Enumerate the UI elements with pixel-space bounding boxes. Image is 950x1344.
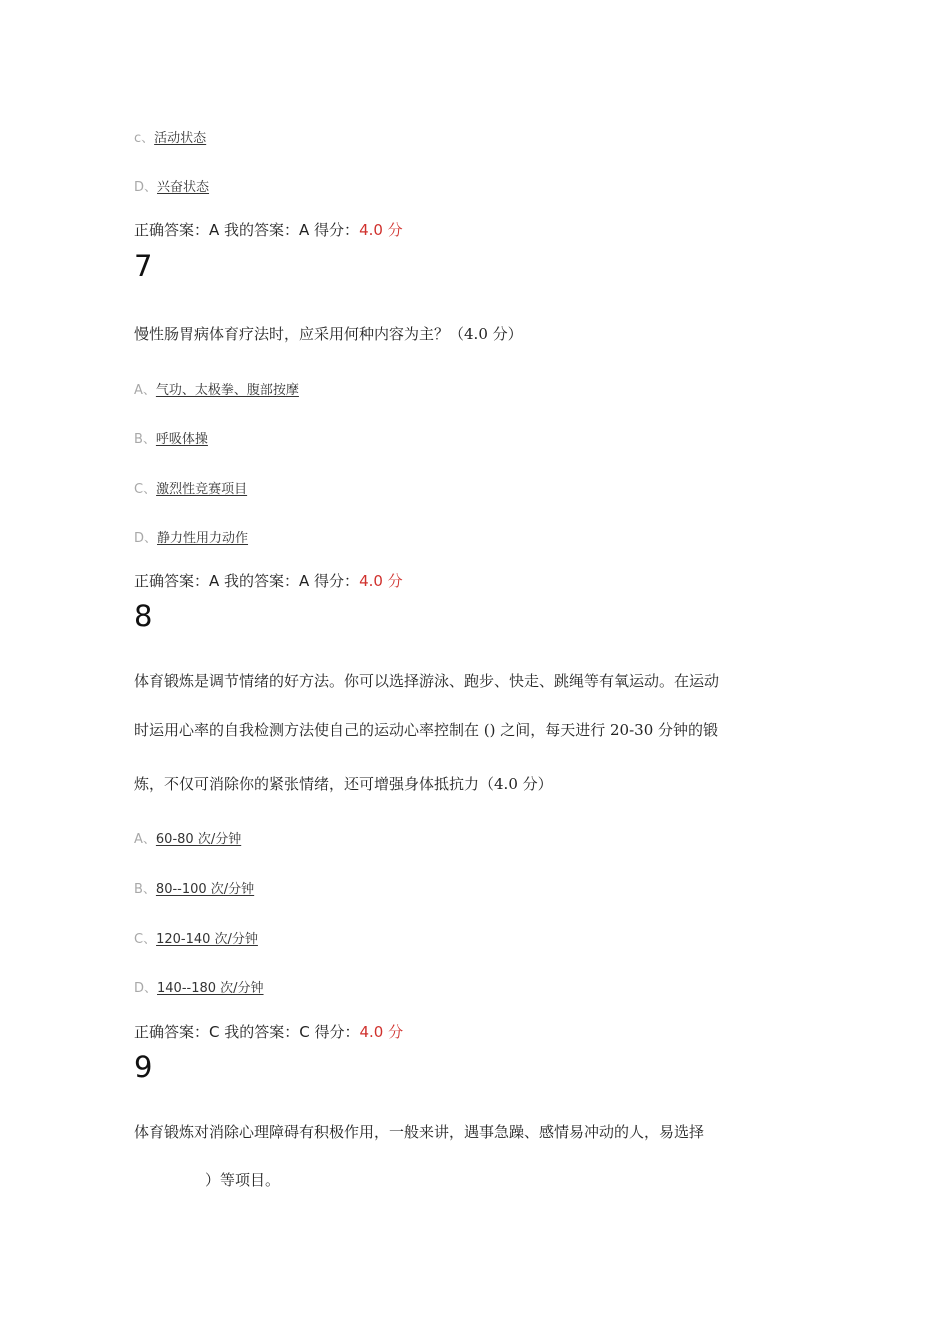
option-c[interactable] (134, 127, 206, 146)
question-number: 9 (134, 1050, 153, 1084)
option-d[interactable] (134, 977, 264, 996)
answer-label: 正确答案：A 我的答案：A 得分： (134, 572, 360, 590)
option-letter: B、 (134, 432, 156, 447)
option-text: 60-80 次/分钟 (155, 832, 242, 847)
question-text: 慢性肠胃病体育疗法时，应采用何种内容为主？（4.0 分） (134, 325, 523, 343)
question-text-line: 体育锻炼是调节情绪的好方法。你可以选择游泳、跑步、快走、跳绳等有氧运动。在运动 (134, 672, 720, 690)
option-d[interactable] (134, 527, 248, 546)
question-text-line: 炼，不仅可消除你的紧张情绪，还可增强身体抵抗力（4.0 分） (134, 775, 553, 793)
option-b[interactable] (134, 428, 208, 447)
answer-score: 4.0 分 (359, 572, 403, 590)
option-text: 120-140 次/分钟 (156, 932, 258, 947)
option-letter: C、 (134, 482, 157, 497)
question-text-line: ）等项目。 (205, 1171, 281, 1189)
option-c[interactable] (134, 478, 247, 497)
option-letter: c、 (134, 131, 155, 146)
option-text: 静力性用力动作 (157, 531, 249, 546)
option-letter: D、 (134, 531, 158, 546)
option-letter: A、 (134, 832, 156, 847)
option-letter: A、 (134, 383, 156, 398)
option-letter: B、 (134, 882, 156, 897)
option-b[interactable] (134, 878, 254, 897)
option-letter: C、 (134, 932, 157, 947)
question-text-line: 时运用心率的自我检测方法使自己的运动心率控制在 () 之间，每天进行 20-30 分钟的锻 (134, 721, 719, 739)
answer-score: 4.0 分 (359, 1023, 404, 1041)
option-text: 兴奋状态 (157, 180, 210, 195)
answer-line (134, 570, 403, 591)
option-c[interactable] (134, 928, 258, 947)
answer-line (134, 1021, 403, 1042)
option-d[interactable] (134, 176, 209, 195)
question-text-line: 体育锻炼对消除心理障碍有积极作用，一般来讲，遇事急躁、感情易冲动的人，易选择 (134, 1123, 705, 1141)
question-number: 8 (134, 599, 153, 633)
option-text: 呼吸体操 (155, 432, 208, 447)
option-text: 80--100 次/分钟 (155, 882, 255, 897)
option-letter: D、 (134, 180, 158, 195)
answer-label: 正确答案：A 我的答案：A 得分： (134, 221, 360, 239)
option-text: 激烈性竞赛项目 (156, 482, 248, 497)
answer-score: 4.0 分 (359, 221, 403, 239)
option-a[interactable] (134, 828, 241, 847)
option-letter: D、 (134, 981, 158, 996)
option-text: 140--180 次/分钟 (157, 981, 264, 996)
question-number: 7 (134, 249, 153, 283)
option-text: 气功、太极拳、腹部按摩 (155, 383, 299, 398)
answer-label: 正确答案：C 我的答案：C 得分： (134, 1023, 360, 1041)
option-text: 活动状态 (154, 131, 207, 146)
answer-line (134, 219, 403, 240)
option-a[interactable] (134, 379, 299, 398)
